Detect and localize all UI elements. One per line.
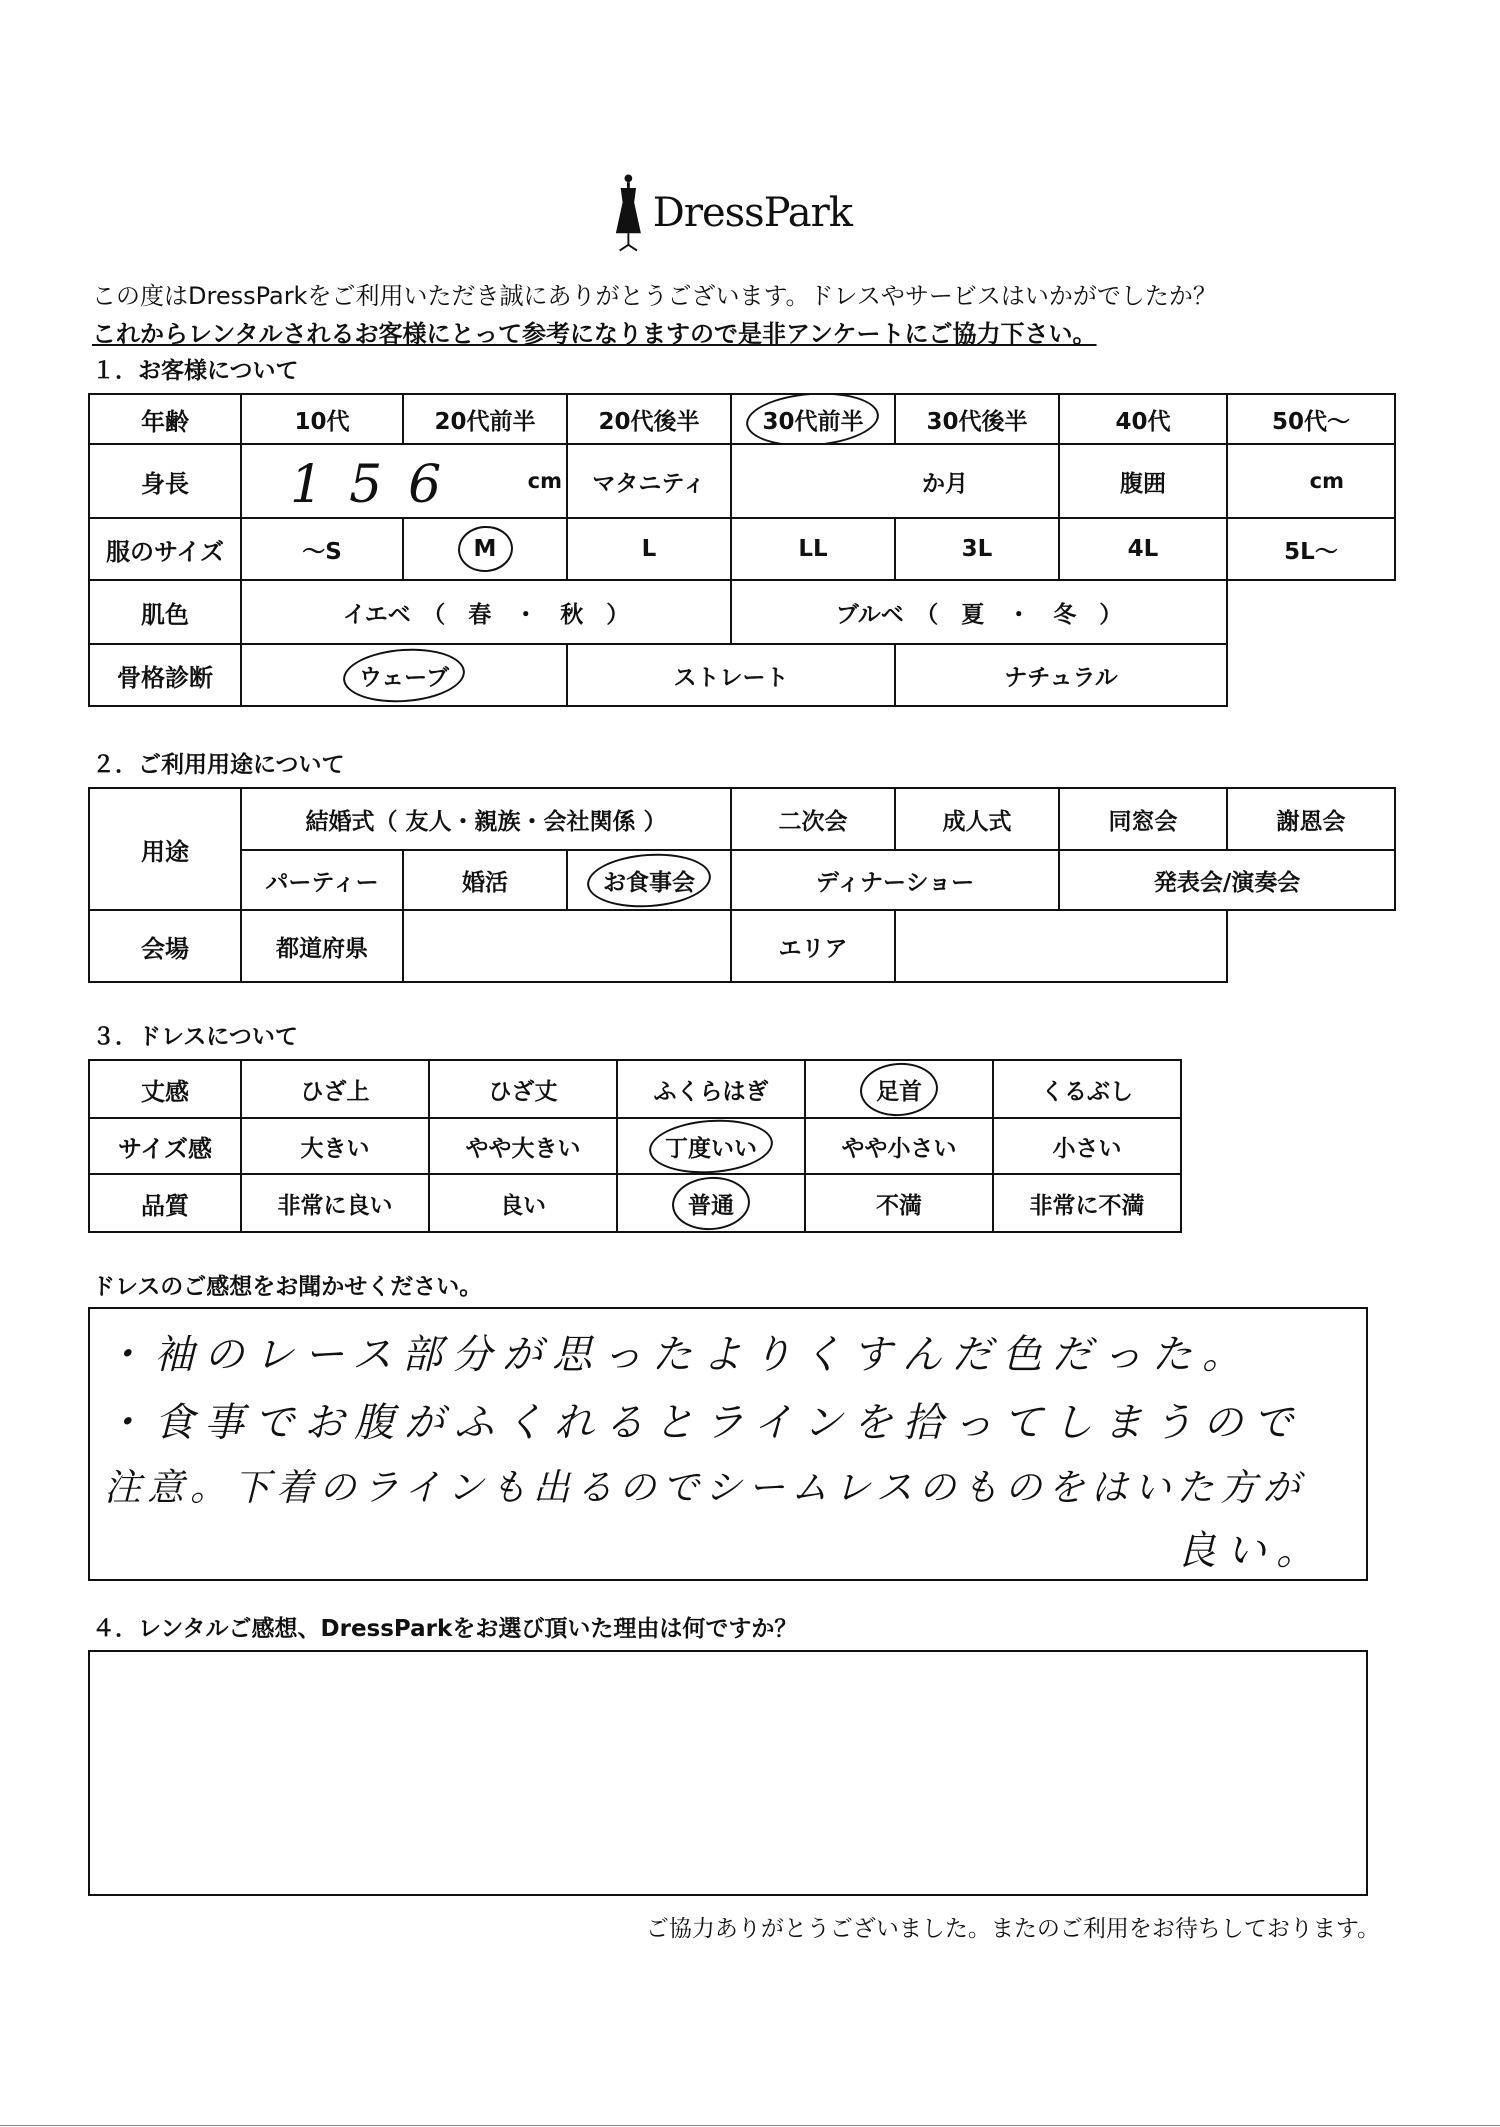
maternity-label: マタニティ [567, 444, 731, 518]
impression-box[interactable] [88, 1307, 1368, 1581]
dress-table [88, 1059, 1182, 1233]
age-row [89, 394, 1395, 444]
frame-row [89, 644, 1395, 706]
impression-line: 注意。下着のラインも出るのでシームレスのものをはいた方が [104, 1466, 1306, 1509]
selection-circle: 足首 [876, 1073, 922, 1106]
section1-title: １．お客様について [92, 358, 299, 384]
length-option-selected[interactable] [805, 1060, 993, 1118]
intro-request: これからレンタルされるお客様にとって参考になりますので是非アンケートにご協力下さい。 [92, 320, 1097, 348]
quality-label: 品質 [89, 1174, 241, 1232]
frame-option[interactable]: ナチュラル [895, 644, 1227, 706]
skin-label: 肌色 [89, 580, 241, 644]
skin-row [89, 580, 1395, 644]
purpose-option[interactable]: 謝恩会 [1227, 788, 1395, 850]
height-unit: cm [527, 469, 562, 493]
purpose-option[interactable]: 結婚式（ 友人・親族・会社関係 ） [241, 788, 731, 850]
age-option[interactable]: 50代〜 [1227, 394, 1395, 444]
fit-option[interactable]: やや小さい [805, 1118, 993, 1174]
quality-option[interactable]: 不満 [805, 1174, 993, 1232]
age-option[interactable]: 40代 [1059, 394, 1227, 444]
selection-circle: お食事会 [603, 864, 695, 897]
age-label: 年齢 [89, 394, 241, 444]
quality-option[interactable]: 非常に不満 [993, 1174, 1181, 1232]
quality-option[interactable]: 良い [429, 1174, 617, 1232]
brand-name: DressPark [652, 190, 852, 236]
length-row [89, 1060, 1181, 1118]
venue-row [89, 910, 1395, 982]
size-row [89, 518, 1395, 580]
size-option[interactable]: 3L [895, 518, 1059, 580]
fit-option[interactable]: 大きい [241, 1118, 429, 1174]
size-option[interactable]: LL [731, 518, 895, 580]
section3-title: ３．ドレスについて [92, 1024, 298, 1050]
size-option[interactable]: 4L [1059, 518, 1227, 580]
section4-title: ４．レンタルご感想、DressParkをお選び頂いた理由は何ですか？ [92, 1616, 798, 1642]
impression-line: ・袖のレース部分が思ったよりくすんだ色だった。 [104, 1332, 1252, 1378]
waist-field[interactable] [1227, 444, 1395, 518]
height-value: 156 [290, 455, 468, 515]
size-label: 服のサイズ [89, 518, 241, 580]
length-option[interactable]: ひざ丈 [429, 1060, 617, 1118]
purpose-option[interactable]: 二次会 [731, 788, 895, 850]
quality-row [89, 1174, 1181, 1232]
purpose-option[interactable]: パーティー [241, 850, 403, 910]
purpose-option[interactable]: 成人式 [895, 788, 1059, 850]
height-label: 身長 [89, 444, 241, 518]
purpose-option[interactable]: 婚活 [403, 850, 567, 910]
brand-logo [612, 168, 852, 258]
frame-label: 骨格診断 [89, 644, 241, 706]
maternity-field[interactable] [731, 444, 1059, 518]
purpose-row-2 [89, 850, 1395, 910]
months-unit: か月 [922, 470, 968, 497]
selection-circle: M [473, 536, 497, 562]
blue-base-option[interactable]: ブルベ （ 夏 ・ 冬 ） [731, 580, 1227, 644]
purpose-option[interactable]: 同窓会 [1059, 788, 1227, 850]
purpose-option[interactable]: ディナーショー [731, 850, 1059, 910]
length-option[interactable]: ひざ上 [241, 1060, 429, 1118]
fit-option[interactable]: やや大きい [429, 1118, 617, 1174]
fit-label: サイズ感 [89, 1118, 241, 1174]
fit-row [89, 1118, 1181, 1174]
yellow-base-option[interactable]: イエベ （ 春 ・ 秋 ） [241, 580, 731, 644]
waist-unit: cm [1309, 469, 1344, 493]
scan-edge-line [0, 2125, 1500, 2126]
age-option[interactable]: 10代 [241, 394, 403, 444]
size-option[interactable]: 〜S [241, 518, 403, 580]
selection-circle: 普通 [688, 1187, 734, 1220]
length-label: 丈感 [89, 1060, 241, 1118]
fit-option[interactable]: 小さい [993, 1118, 1181, 1174]
purpose-row-1 [89, 788, 1395, 850]
waist-label: 腹囲 [1059, 444, 1227, 518]
reason-box[interactable] [88, 1650, 1368, 1896]
frame-option-selected[interactable] [241, 644, 567, 706]
prefecture-field[interactable] [403, 910, 731, 982]
size-option[interactable]: L [567, 518, 731, 580]
quality-option-selected[interactable] [617, 1174, 805, 1232]
age-option-selected[interactable] [731, 394, 895, 444]
impression-line: ・食事でお腹がふくれるとラインを拾ってしまうので [104, 1400, 1303, 1446]
section2-title: ２．ご利用用途について [92, 752, 345, 778]
length-option[interactable]: ふくらはぎ [617, 1060, 805, 1118]
length-option[interactable]: くるぶし [993, 1060, 1181, 1118]
fit-option-selected[interactable] [617, 1118, 805, 1174]
usage-table [88, 787, 1396, 983]
impression-line: 良い。 [1176, 1528, 1326, 1574]
customer-table [88, 393, 1396, 707]
dress-mannequin-icon [612, 172, 645, 254]
age-option[interactable]: 20代後半 [567, 394, 731, 444]
age-option[interactable]: 20代前半 [403, 394, 567, 444]
size-option-selected[interactable] [403, 518, 567, 580]
purpose-label: 用途 [89, 788, 241, 910]
impression-title: ドレスのご感想をお聞かせください。 [92, 1274, 483, 1300]
age-option[interactable]: 30代後半 [895, 394, 1059, 444]
thank-you-note: ご協力ありがとうございました。またのご利用をお待ちしております。 [645, 1916, 1380, 1942]
size-option[interactable]: 5L〜 [1227, 518, 1395, 580]
venue-label: 会場 [89, 910, 241, 982]
selection-circle: 丁度いい [665, 1130, 757, 1163]
area-field[interactable] [895, 910, 1227, 982]
height-row [89, 444, 1395, 518]
area-label: エリア [731, 910, 895, 982]
purpose-option[interactable]: 発表会/演奏会 [1059, 850, 1395, 910]
intro-text: この度はDressParkをご利用いただき誠にありがとうございます。ドレスやサービスはいかがでしたか？ [92, 282, 1217, 310]
selection-circle: ウェーブ [359, 659, 449, 692]
quality-option[interactable]: 非常に良い [241, 1174, 429, 1232]
frame-option[interactable]: ストレート [567, 644, 895, 706]
selection-circle: 30代前半 [762, 403, 863, 436]
purpose-option-selected[interactable] [567, 850, 731, 910]
prefecture-label: 都道府県 [241, 910, 403, 982]
